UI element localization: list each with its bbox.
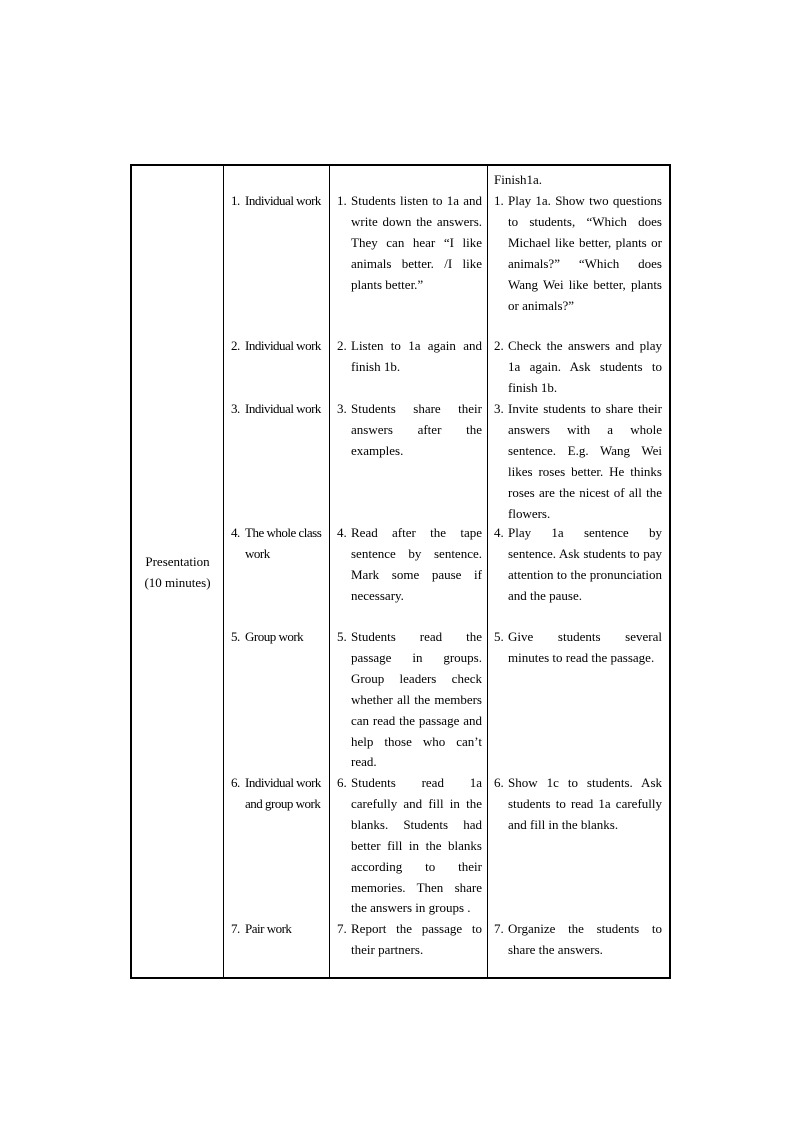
student-activity: Listen to 1a again and finish 1b. (351, 338, 482, 374)
teacher-activity: Show 1c to students. Ask students to read 1a carefully and fill in the blanks. (508, 775, 662, 832)
list-item (488, 399, 669, 523)
item-number: 5. (494, 629, 504, 644)
list-item (224, 336, 329, 399)
activity-form: Individual work (245, 193, 321, 208)
list-item (224, 399, 329, 523)
item-number: 3. (337, 401, 347, 416)
student-activity: Students read 1a carefully and fill in the blanks. Students had better fill in the blanks according to their memories. Then share the answers in groups . (351, 775, 482, 916)
item-number: 4. (231, 525, 240, 540)
list-item (224, 773, 329, 919)
list-item (330, 627, 487, 773)
activity-form: Individual work (245, 401, 321, 416)
stage-duration: (10 minutes) (144, 574, 211, 590)
list-item (330, 523, 487, 627)
item-number: 4. (337, 525, 347, 540)
list-item (488, 773, 669, 919)
list-item (224, 191, 329, 336)
student-activity: Students listen to 1a and write down the answers. They can hear “I like animals better. /I like plants better.” (351, 193, 482, 292)
activity-form: Group work (245, 629, 304, 644)
item-number: 5. (337, 629, 347, 644)
lesson-plan-grid (132, 166, 669, 977)
student-activity: Read after the tape sentence by sentence. Mark some pause if necessary. (351, 525, 482, 603)
teacher-intro: Finish1a. (494, 172, 543, 187)
teacher-activity: Check the answers and play 1a again. Ask students to finish 1b. (508, 338, 662, 395)
list-item (488, 627, 669, 773)
item-number: 6. (337, 775, 347, 790)
item-number: 1. (494, 193, 504, 208)
lesson-plan-table (130, 164, 671, 979)
teacher-activity: Invite students to share their answers with a whole sentence. E.g. Wang Wei likes roses better. He thinks roses are the nicest of all the flowers. (508, 401, 662, 521)
item-number: 6. (231, 775, 240, 790)
activity-form: The whole class work (245, 525, 322, 561)
stage-name: Presentation (145, 553, 210, 569)
item-number: 7. (494, 921, 504, 936)
teacher-activity: Give students several minutes to read the passage. (508, 629, 662, 665)
table-row (132, 166, 669, 977)
list-item (488, 919, 669, 977)
teacher-activity: Play 1a sentence by sentence. Ask students to pay attention to the pronunciation and the pause. (508, 525, 662, 603)
teacher-activity: Organize the students to share the answers. (508, 921, 662, 957)
activity-form: Individual work and group work (245, 775, 321, 811)
stage-cell (132, 166, 224, 977)
item-number: 1. (337, 193, 347, 208)
list-item (330, 919, 487, 977)
activity-form: Individual work (245, 338, 321, 353)
activity-form-column (224, 166, 330, 977)
item-number: 3. (231, 401, 240, 416)
student-activity: Students share their answers after the examples. (351, 401, 482, 458)
item-number: 7. (231, 921, 240, 936)
item-number: 6. (494, 775, 504, 790)
item-number: 3. (494, 401, 504, 416)
list-item (488, 523, 669, 627)
item-number: 4. (494, 525, 504, 540)
student-activity: Report the passage to their partners. (351, 921, 482, 957)
list-item (330, 336, 487, 399)
list-item (488, 336, 669, 399)
item-number: 2. (231, 338, 240, 353)
list-item (330, 191, 487, 336)
student-activity: Students read the passage in groups. Group leaders check whether all the members can read the passage and help those who can’t read. (351, 629, 482, 770)
list-item (224, 523, 329, 627)
item-number: 2. (494, 338, 504, 353)
item-number: 7. (337, 921, 347, 936)
list-item (488, 191, 669, 336)
item-number: 2. (337, 338, 347, 353)
activity-form: Pair work (245, 921, 292, 936)
teacher-activity-column (488, 166, 670, 977)
list-item (224, 919, 329, 977)
item-number: 5. (231, 629, 240, 644)
item-number: 1. (231, 193, 240, 208)
teacher-activity: Play 1a. Show two questions to students, “Which does Michael like better, plants or animals?” “Which does Wang Wei like better, plants or animals?” (508, 193, 662, 313)
student-activity-column (330, 166, 488, 977)
list-item (330, 773, 487, 919)
list-item (224, 627, 329, 773)
list-item (330, 399, 487, 523)
